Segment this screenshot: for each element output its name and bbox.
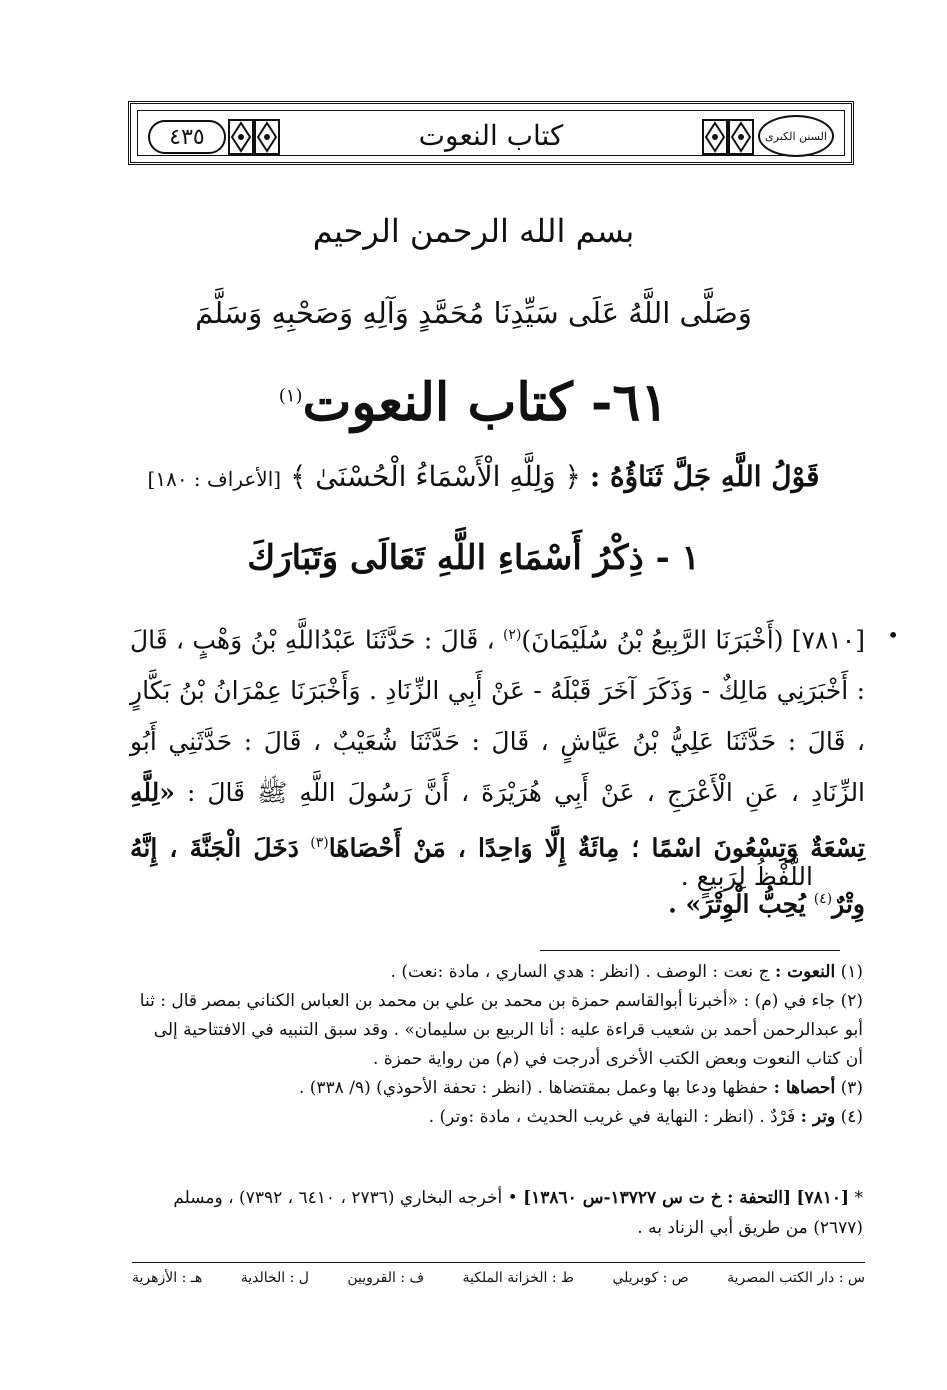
- wording-note: اللَّفْظُ لِرَبِيعٍ .: [680, 862, 813, 891]
- sigla-divider: [132, 1262, 865, 1263]
- tuhfa-label: [التحفة :: [727, 1188, 792, 1208]
- ornament-icon: [726, 117, 756, 157]
- running-header: [128, 101, 854, 165]
- book-title-text: كتاب النعوت: [302, 372, 573, 433]
- hadith-matn-2: دَخَلَ الْجَنَّةَ ، إِنَّهُ وِتْرٌ: [130, 833, 865, 918]
- running-title: كتاب النعوت: [418, 119, 564, 152]
- verse-line: [140, 460, 827, 493]
- takhrij-text: • أخرجه البخاري (٢٧٣٦ ، ٦٤١٠ ، ٧٣٩٢) ، ومسلم (٢٦٧٧) من طريق أبي الزناد به .: [173, 1188, 863, 1238]
- chapter-heading: ١ - ذِكْرُ أَسْمَاءِ اللَّهِ تَعَالَى وَتَبَارَكَ: [247, 538, 700, 578]
- siglum: ص : كوبريلي: [612, 1270, 689, 1286]
- ornament-icon: [252, 117, 282, 157]
- star-icon: *: [854, 1188, 863, 1208]
- page-number: ٤٣٥: [148, 120, 226, 154]
- footnote-mark: (٣): [310, 835, 329, 852]
- hadith-matn-3: يُحِبُّ الْوِتْرَ» .: [668, 888, 806, 918]
- book-number: ٦١-: [590, 372, 669, 433]
- bullet-icon: •: [887, 623, 899, 647]
- siglum: ف : القرويين: [347, 1270, 425, 1286]
- siglum: س : دار الكتب المصرية: [727, 1270, 865, 1286]
- footnote: (٤) وتر : فَرْدٌ . (انظر : النهاية في غريب الحديث ، مادة :وتر) .: [428, 1107, 863, 1127]
- hadith-isnad-2: ، قَالَ : حَدَّثَنَا عَبْدُاللَّهِ بْنُ وَهْبٍ ، قَالَ : أَخْبَرَنِي مَالِكٌ - وَذَكَرَ آخَرَ قَبْلَهُ - عَنْ أَبِي الزِّنَادِ . وَأَخْبَرَنَا عِمْرَانُ بْنُ بَكَّارٍ ، قَالَ : حَدَّثَنَا عَلِيُّ بْنُ عَيَّاشٍ ، قَالَ : حَدَّثَنَا شُعَيْبٌ ، قَالَ : حَدَّثَنِي أَبُو الزِّنَادِ ، عَنِ الْأَعْرَجِ ، عَنْ أَبِي هُرَيْرَةَ ، أَنَّ رَسُولَ اللَّهِ ﷺ قَالَ :: [130, 625, 866, 808]
- footnotes: [132, 958, 863, 1132]
- siglum: هـ : الأزهرية: [132, 1270, 203, 1286]
- hadith-isnad-1: [٧٨١٠] (أَخْبَرَنَا الرَّبِيعُ بْنُ سُلَيْمَانَ): [521, 625, 865, 655]
- hadith-matn-1: «لِلَّهِ تِسْعَةٌ وَتِسْعُونَ اسْمًا ؛ مِائَةٌ إِلَّا وَاحِدًا ، مَنْ أَحْصَاهَا: [130, 778, 866, 863]
- book-title: [0, 372, 947, 433]
- footnote-mark: (٢): [502, 627, 522, 643]
- footnote: (١) النعوت : ج نعت : الوصف . (انظر : هدي الساري ، مادة :نعت) .: [390, 962, 863, 982]
- verse-reference: [الأعراف : ١٨٠]: [147, 467, 282, 491]
- book-logo: السنن الكبرى: [758, 115, 834, 157]
- basmala: بسم الله الرحمن الرحيم: [312, 212, 635, 250]
- footnote-mark: (١): [278, 385, 303, 407]
- quran-quote: ﴿ وَلِلَّهِ الْأَسْمَاءُ الْحُسْنَىٰ ﴾: [289, 460, 581, 493]
- footnote-mark: (٤): [813, 890, 833, 907]
- verse-lead: قَوْلُ اللَّهِ جَلَّ ثَنَاؤُهُ :: [589, 460, 820, 493]
- footnote: (٢) جاء في (م) : «أخبرنا أبوالقاسم حمزة بن محمد بن علي بن محمد بن العباس الكناني بمصر قال : ثنا أبو عبدالرحمن أحمد بن شعيب قراءة عليه : أنا الربيع بن سليمان» . وقد سبق التنبيه في الافتتاحية إلى أن كتاب النعوت وبعض الكتب الأخرى أدرجت في (م) من رواية حمزة .: [139, 991, 863, 1069]
- takhrij-note: [132, 1183, 863, 1243]
- salutation: وَصَلَّى اللَّهُ عَلَى سَيِّدِنَا مُحَمَّدٍ وَآلِهِ وَصَحْبِهِ وَسَلَّمَ: [195, 296, 752, 330]
- footnote: (٣) أحصاها : حفظها ودعا بها وعمل بمقتضاها . (انظر : تحفة الأحوذي) (٩/ ٣٣٨) .: [298, 1078, 863, 1098]
- siglum: ط : الخزانة الملكية: [462, 1270, 575, 1286]
- tuhfa-text: خ ت س ١٣٧٢٧-س ١٣٨٦٠]: [523, 1188, 722, 1208]
- takhrij-number: [٧٨١٠]: [796, 1188, 850, 1208]
- footnote-divider: [540, 950, 840, 951]
- header-inner-frame: [137, 110, 845, 156]
- manuscript-sigla: [132, 1270, 865, 1286]
- siglum: ل : الخالدية: [240, 1270, 309, 1286]
